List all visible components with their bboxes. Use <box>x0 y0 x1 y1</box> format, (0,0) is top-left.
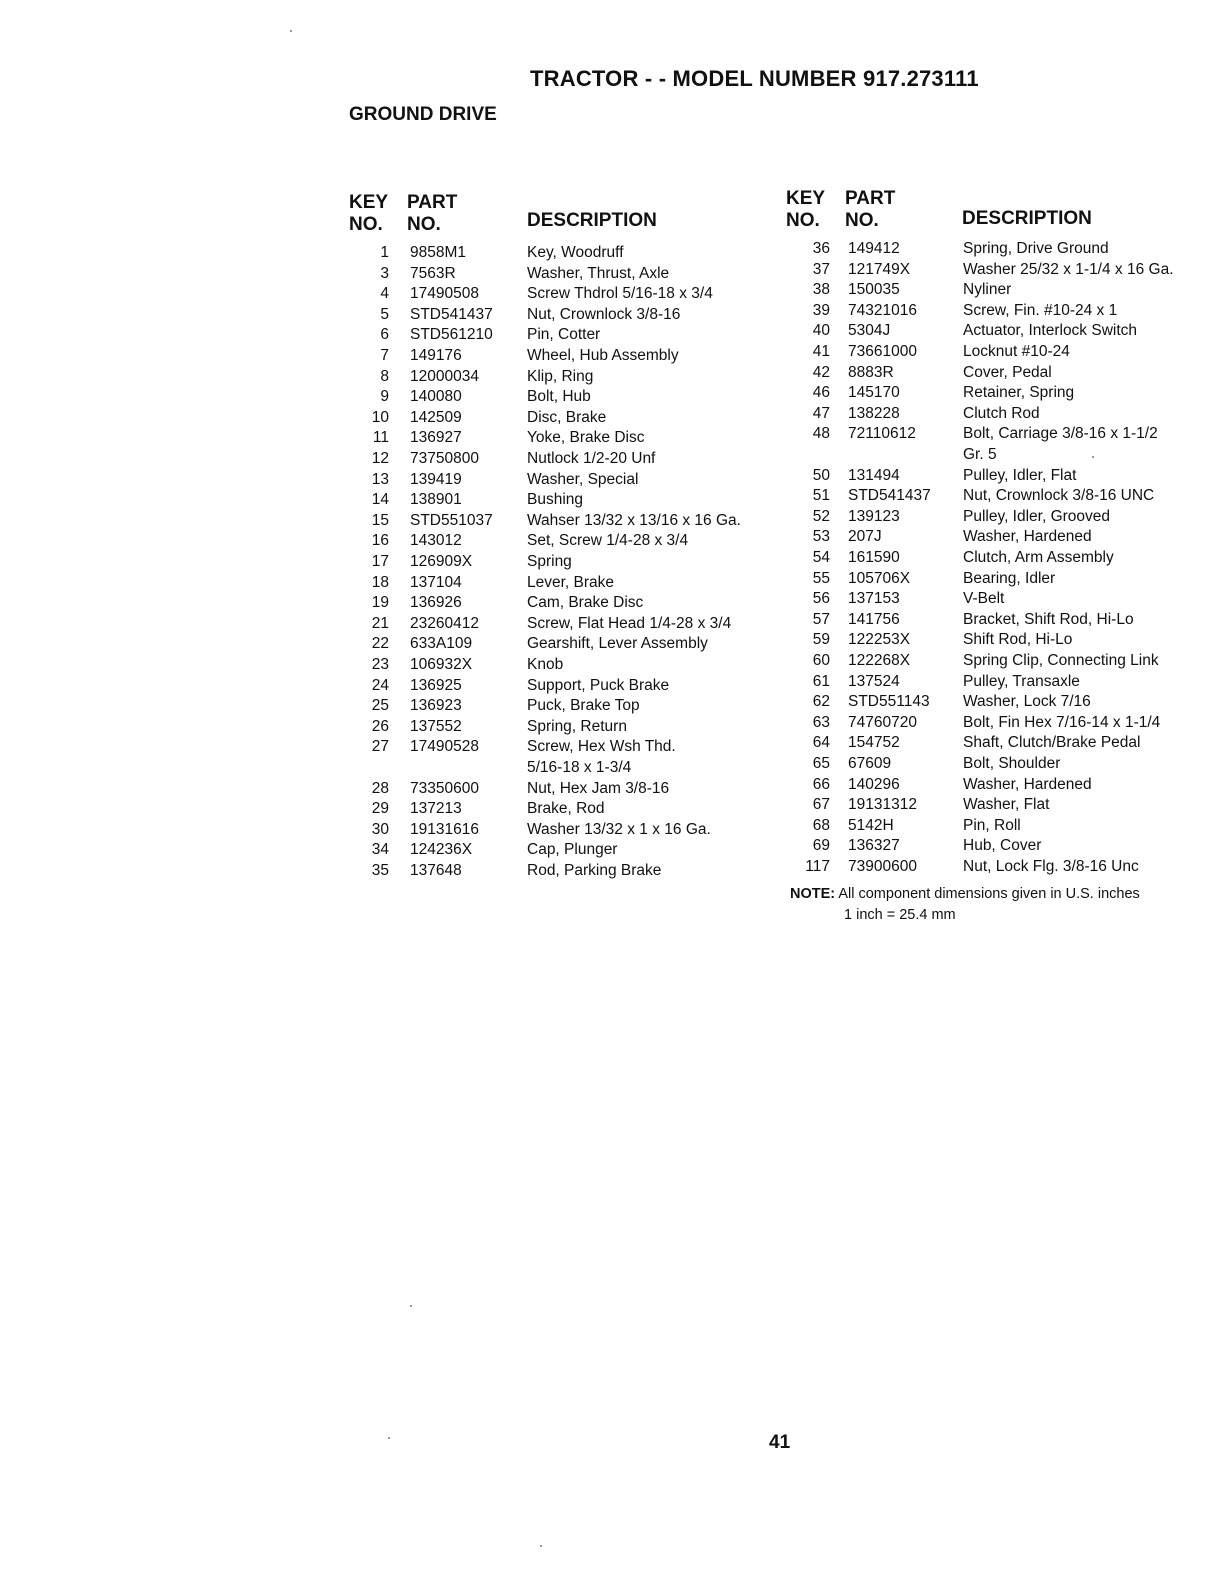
part-description: Hub, Cover <box>963 837 1042 855</box>
part-description: Cap, Plunger <box>527 841 618 859</box>
table-row <box>349 324 779 345</box>
key-number: 4 <box>380 285 389 303</box>
table-row <box>786 403 1216 424</box>
part-description: Disc, Brake <box>527 408 607 426</box>
note-text: All component dimensions given in U.S. inches <box>838 886 1140 902</box>
table-row <box>786 856 1216 877</box>
part-description: Rod, Parking Brake <box>527 862 662 879</box>
part-no-header <box>845 188 895 232</box>
table-row <box>349 304 779 325</box>
part-number: STD561210 <box>410 326 493 344</box>
table-row <box>786 671 1216 692</box>
table-row <box>786 238 1216 259</box>
table-row <box>786 341 1216 362</box>
part-number: 154752 <box>848 734 900 752</box>
part-number: 122253X <box>848 631 911 649</box>
description-header: DESCRIPTION <box>527 210 657 231</box>
part-number: 19131616 <box>410 820 479 838</box>
table-row <box>786 753 1216 774</box>
table-row <box>786 732 1216 753</box>
part-description: Washer, Thrust, Axle <box>527 264 670 282</box>
part-number: 137213 <box>410 800 462 818</box>
key-number: 42 <box>812 363 830 381</box>
table-row <box>786 815 1216 836</box>
description-header: DESCRIPTION <box>962 208 1092 229</box>
part-number: 124236X <box>410 841 473 859</box>
key-number: 54 <box>812 549 830 566</box>
part-description: Spring <box>527 553 572 570</box>
key-number: 3 <box>380 264 389 282</box>
part-header-bottom: NO. <box>845 210 879 231</box>
table-row <box>786 691 1216 712</box>
table-row <box>349 695 779 716</box>
key-number: 18 <box>371 573 389 591</box>
part-description: Nut, Crownlock 3/8-16 <box>527 305 681 323</box>
key-number: 14 <box>371 491 389 509</box>
part-description: Shift Rod, Hi-Lo <box>963 631 1073 649</box>
part-number: 122268X <box>848 652 911 669</box>
table-row <box>349 860 779 881</box>
part-number: 139123 <box>848 507 900 525</box>
key-number: 37 <box>812 260 830 278</box>
part-number: 73900600 <box>848 858 917 875</box>
part-number: 140080 <box>410 388 462 406</box>
part-number: 136925 <box>410 676 462 694</box>
part-number: 136327 <box>848 837 900 855</box>
part-number: 137648 <box>410 862 462 879</box>
key-number: 52 <box>812 507 830 525</box>
key-number: 35 <box>371 862 389 879</box>
key-number: 67 <box>812 796 830 814</box>
table-row <box>349 778 779 799</box>
parts-table-right <box>786 188 1216 888</box>
key-number: 63 <box>812 713 830 731</box>
part-description: Clutch, Arm Assembly <box>963 549 1114 566</box>
part-description: Washer 13/32 x 1 x 16 Ga. <box>527 820 711 838</box>
part-description: Nyliner <box>963 281 1012 299</box>
key-number: 64 <box>812 734 830 752</box>
key-number: 13 <box>371 470 389 488</box>
part-description: Gr. 5 <box>963 446 997 463</box>
part-description: Bushing <box>527 491 584 509</box>
table-row <box>786 423 1216 444</box>
key-number: 28 <box>371 779 389 797</box>
key-number: 69 <box>812 837 830 855</box>
key-number: 117 <box>805 858 830 875</box>
part-number: 74321016 <box>848 301 917 319</box>
part-description: Nut, Lock Flg. 3/8-16 Unc <box>963 858 1139 875</box>
part-description: Spring, Drive Ground <box>963 240 1109 257</box>
scan-speck <box>410 1305 412 1307</box>
key-number: 21 <box>371 614 389 632</box>
part-description: Retainer, Spring <box>963 384 1075 402</box>
part-number: 7563R <box>410 264 456 282</box>
table-row <box>786 835 1216 856</box>
key-number: 68 <box>812 816 830 834</box>
part-number: 19131312 <box>848 796 917 814</box>
part-description: Bracket, Shift Rod, Hi-Lo <box>963 610 1134 628</box>
key-number: 27 <box>371 738 389 756</box>
key-number: 55 <box>812 569 830 587</box>
part-number: 72110612 <box>848 425 916 443</box>
part-number: 139419 <box>410 470 462 488</box>
part-number: 8883R <box>848 363 894 381</box>
part-number: 73661000 <box>848 343 917 360</box>
key-header-top: KEY <box>349 192 389 213</box>
part-number: 126909X <box>410 553 473 570</box>
key-number: 1 <box>380 244 389 261</box>
table-row <box>786 382 1216 403</box>
table-row <box>786 444 1216 465</box>
key-number: 65 <box>812 755 830 772</box>
key-number: 11 <box>372 429 389 447</box>
part-number: 74760720 <box>848 713 917 731</box>
part-number: 138228 <box>848 404 900 422</box>
table-row <box>786 794 1216 815</box>
key-number: 53 <box>812 528 830 546</box>
part-description: Puck, Brake Top <box>527 697 640 715</box>
key-number: 15 <box>371 511 389 529</box>
key-number: 50 <box>812 466 830 484</box>
key-number: 66 <box>812 775 830 793</box>
key-number: 10 <box>371 408 389 426</box>
table-row <box>786 506 1216 527</box>
scan-speck <box>290 30 292 32</box>
part-description: Cover, Pedal <box>963 363 1052 381</box>
note-label: NOTE: <box>790 886 836 902</box>
part-description: Actuator, Interlock Switch <box>963 322 1138 340</box>
part-number: 137552 <box>410 717 462 735</box>
part-number: 5304J <box>848 322 891 340</box>
key-number: 34 <box>371 841 389 859</box>
key-number: 60 <box>812 652 830 669</box>
part-description: Wheel, Hub Assembly <box>527 347 679 364</box>
key-number: 9 <box>380 388 389 406</box>
key-number: 51 <box>812 487 830 505</box>
part-number: 137524 <box>848 672 900 690</box>
note-conversion: 1 inch = 25.4 mm <box>844 907 956 923</box>
part-description: Shaft, Clutch/Brake Pedal <box>963 734 1141 752</box>
part-description: Gearshift, Lever Assembly <box>527 635 708 653</box>
key-number: 47 <box>812 404 830 422</box>
part-number: 137104 <box>410 573 462 591</box>
part-description: Washer 25/32 x 1-1/4 x 16 Ga. <box>963 260 1174 278</box>
table-row <box>349 489 779 510</box>
part-description: Nut, Hex Jam 3/8-16 <box>527 779 670 797</box>
part-number: 161590 <box>848 549 900 566</box>
table-row <box>786 568 1216 589</box>
key-number: 7 <box>380 347 389 364</box>
table-row <box>786 485 1216 506</box>
table-row <box>786 279 1216 300</box>
part-description: 5/16-18 x 1-3/4 <box>527 759 632 776</box>
part-number: 143012 <box>410 532 462 550</box>
table-row <box>786 650 1216 671</box>
part-description: Bolt, Carriage 3/8-16 x 1-1/2 <box>963 425 1158 443</box>
key-header-bottom: NO. <box>349 214 383 235</box>
table-row <box>349 469 779 490</box>
part-header-top: PART <box>407 192 458 213</box>
part-number: 149412 <box>848 240 900 257</box>
key-no-header <box>786 188 825 232</box>
part-description: Nut, Crownlock 3/8-16 UNC <box>963 487 1155 505</box>
part-number: 136923 <box>410 697 462 715</box>
key-number: 59 <box>812 631 830 649</box>
key-number: 57 <box>812 610 830 628</box>
scan-speck <box>388 1437 390 1439</box>
part-description: Pulley, Transaxle <box>963 672 1080 690</box>
table-row <box>786 629 1216 650</box>
part-number: 73350600 <box>410 779 479 797</box>
key-number: 61 <box>812 672 830 690</box>
part-description: Washer, Hardened <box>963 528 1092 546</box>
table-row <box>349 448 779 469</box>
table-row <box>349 633 779 654</box>
part-number: 23260412 <box>410 614 479 632</box>
part-description: Bolt, Fin Hex 7/16-14 x 1-1/4 <box>963 713 1161 731</box>
part-number: 136926 <box>410 594 462 612</box>
table-row <box>786 526 1216 547</box>
part-number: 17490508 <box>410 285 479 303</box>
part-number: 136927 <box>410 429 462 447</box>
table-row <box>349 345 779 366</box>
part-description: Nutlock 1/2-20 Unf <box>527 450 656 467</box>
table-row <box>349 263 779 284</box>
part-description: Locknut #10-24 <box>963 343 1070 360</box>
key-number: 29 <box>371 800 389 818</box>
part-number: 131494 <box>848 466 900 484</box>
part-number: 633A109 <box>410 635 473 653</box>
table-row <box>786 362 1216 383</box>
part-description: Pulley, Idler, Flat <box>963 466 1077 484</box>
table-row <box>349 386 779 407</box>
key-number: 24 <box>371 676 389 694</box>
table-row <box>349 736 779 757</box>
part-number: 150035 <box>848 281 900 299</box>
part-number: 141756 <box>848 610 900 628</box>
table-row <box>786 609 1216 630</box>
table-row <box>349 283 779 304</box>
key-number: 17 <box>371 553 389 570</box>
part-number: STD551143 <box>848 693 930 711</box>
table-row <box>349 716 779 737</box>
key-number: 30 <box>371 820 389 838</box>
part-description: Yoke, Brake Disc <box>527 429 645 447</box>
part-number: 142509 <box>410 408 462 426</box>
part-description: Lever, Brake <box>527 573 615 591</box>
part-number: 106932X <box>410 656 473 673</box>
key-number: 19 <box>371 594 389 612</box>
page-title: TRACTOR - - MODEL NUMBER 917.273111 <box>530 66 979 91</box>
scan-speck <box>540 1545 542 1547</box>
part-description: Knob <box>527 656 564 673</box>
part-number: 12000034 <box>410 367 479 385</box>
key-number: 48 <box>812 425 830 443</box>
part-description: Support, Puck Brake <box>527 676 670 694</box>
table-row <box>349 798 779 819</box>
part-description: Washer, Hardened <box>963 775 1092 793</box>
part-description: Spring Clip, Connecting Link <box>963 652 1159 669</box>
part-description: Bolt, Hub <box>527 388 591 406</box>
part-number: 73750800 <box>410 450 479 467</box>
table-row <box>786 588 1216 609</box>
key-number: 5 <box>380 305 389 323</box>
key-number: 56 <box>812 590 830 608</box>
part-description: Pin, Cotter <box>527 326 601 344</box>
key-no-header <box>349 192 388 236</box>
part-number: 105706X <box>848 569 911 587</box>
part-number: 140296 <box>848 775 900 793</box>
key-number: 26 <box>371 717 389 735</box>
key-number: 39 <box>812 301 830 319</box>
table-row <box>349 819 779 840</box>
part-number: 207J <box>848 528 882 546</box>
table-row <box>786 320 1216 341</box>
part-number: 9858M1 <box>410 244 467 261</box>
table-row <box>349 366 779 387</box>
table-row <box>349 510 779 531</box>
part-number: 5142H <box>848 816 894 834</box>
part-header-top: PART <box>845 188 896 209</box>
part-description: Washer, Flat <box>963 796 1050 814</box>
table-row <box>349 242 779 263</box>
part-number: 17490528 <box>410 738 479 756</box>
part-description: Screw, Hex Wsh Thd. <box>527 738 676 756</box>
table-row <box>786 712 1216 733</box>
part-description: Screw Thdrol 5/16-18 x 3/4 <box>527 285 713 303</box>
table-row <box>349 530 779 551</box>
table-row <box>349 572 779 593</box>
part-no-header <box>407 192 457 236</box>
part-number: 149176 <box>410 347 462 364</box>
key-number: 38 <box>812 281 830 299</box>
table-row <box>786 774 1216 795</box>
table-row <box>786 300 1216 321</box>
table-row <box>349 592 779 613</box>
key-number: 6 <box>380 326 389 344</box>
table-row <box>786 259 1216 280</box>
key-header-bottom: NO. <box>786 210 820 231</box>
key-number: 25 <box>371 697 389 715</box>
part-description: Screw, Flat Head 1/4-28 x 3/4 <box>527 614 732 632</box>
key-number: 36 <box>812 240 830 257</box>
parts-table-left <box>349 192 779 892</box>
part-description: Cam, Brake Disc <box>527 594 644 612</box>
part-description: Key, Woodruff <box>527 244 624 261</box>
table-row <box>349 613 779 634</box>
key-header-top: KEY <box>786 188 826 209</box>
part-number: 121749X <box>848 260 911 278</box>
page-number: 41 <box>769 1432 791 1453</box>
key-number: 22 <box>371 635 389 653</box>
table-row <box>349 407 779 428</box>
part-description: Screw, Fin. #10-24 x 1 <box>963 301 1118 319</box>
part-number: 67609 <box>848 755 892 772</box>
key-number: 40 <box>812 322 830 340</box>
key-number: 8 <box>380 367 389 385</box>
part-description: Set, Screw 1/4-28 x 3/4 <box>527 532 689 550</box>
part-number: 145170 <box>848 384 900 402</box>
table-row <box>349 675 779 696</box>
table-row <box>786 465 1216 486</box>
key-number: 16 <box>371 532 389 550</box>
note <box>790 884 1140 926</box>
part-description: Clutch Rod <box>963 404 1040 422</box>
table-row <box>349 839 779 860</box>
part-description: Wahser 13/32 x 13/16 x 16 Ga. <box>527 511 741 529</box>
part-description: Bearing, Idler <box>963 569 1056 587</box>
part-description: Pulley, Idler, Grooved <box>963 507 1111 525</box>
part-description: Washer, Lock 7/16 <box>963 693 1091 711</box>
part-description: Brake, Rod <box>527 800 605 818</box>
part-description: Klip, Ring <box>527 367 594 385</box>
part-number: STD541437 <box>410 305 493 323</box>
table-row <box>349 551 779 572</box>
key-number: 46 <box>812 384 830 402</box>
table-row <box>349 427 779 448</box>
part-description: Spring, Return <box>527 717 627 735</box>
table-row <box>349 757 779 778</box>
key-number: 12 <box>371 450 389 467</box>
part-number: 138901 <box>410 491 462 509</box>
part-number: STD541437 <box>848 487 931 505</box>
part-description: V-Belt <box>963 590 1005 608</box>
table-row <box>786 547 1216 568</box>
section-title: GROUND DRIVE <box>349 104 497 125</box>
scan-speck <box>1092 456 1094 458</box>
part-description: Washer, Special <box>527 470 639 488</box>
part-description: Pin, Roll <box>963 816 1021 834</box>
table-row <box>349 654 779 675</box>
part-number: STD551037 <box>410 511 493 529</box>
key-number: 23 <box>371 656 389 673</box>
key-number: 41 <box>812 343 830 360</box>
part-description: Bolt, Shoulder <box>963 755 1061 772</box>
part-number: 137153 <box>848 590 900 608</box>
part-header-bottom: NO. <box>407 214 441 235</box>
key-number: 62 <box>812 693 830 711</box>
